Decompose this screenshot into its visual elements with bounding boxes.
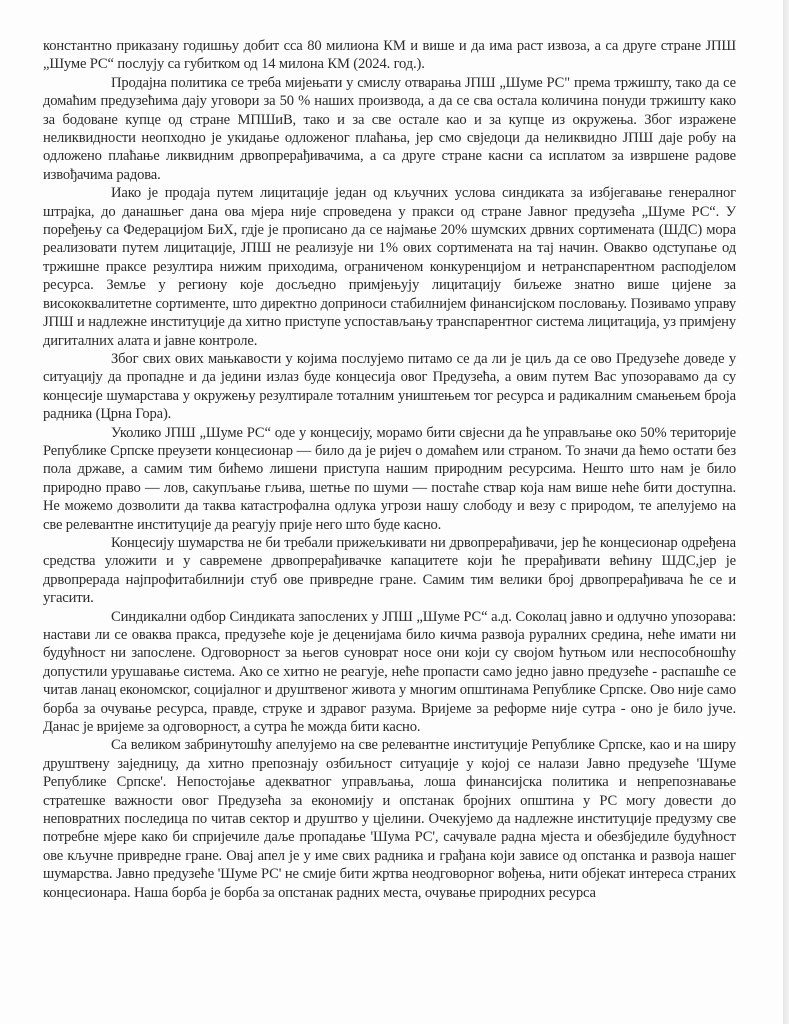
paragraph-wood-processors: Концесију шумарства не би требали прижељкивати ни дрвопрерађивачи, јер ће концесионар одређена средства уложити и у савремене дрвопрерађивачке капацитете који ће прерађивати већину ШДС,јер је дрвопрерада најпрофитабилнији стуб ове привредне гране. Самим тим велики број дрвопрерађивача ће се и угасити. (43, 534, 736, 607)
document-body (43, 37, 736, 902)
page-edge-shadow (783, 0, 789, 1024)
paragraph-concession-warning: Због свих ових мањкавости у којима послујемо питамо се да ли је циљ да се ово Предузеће доведе у ситуацију да пропадне и да једини излаз буде концесија овог Предузећа, а овим путем Вас упозоравамо да су концесије шумарстава у окружењу резултирале тоталним уништењем тог ресурса и радикалним смањењем броја радника (Црна Гора). (43, 350, 736, 423)
paragraph-continuation: константно приказану годишњу добит cca 80 милиона КМ и више и да има раст извоза, а са друге стране ЈПШ „Шуме РС“ послују са губитком од 14 милона КМ (2024. год.). (43, 38, 736, 73)
paragraph-auction: Иако је продаја путем лицитације један од кључних услова синдиката за избјегавање генералног штрајка, до данашњег дана ова мјера није спроведена у пракси од стране Јавног предузећа „Шуме РС“. У поређењу са Федерацијом БиХ, гдје је прописано да се најмање 20% шумских дрвних сортимената (ШДС) мора реализовати путем лицитације, ЈПШ не реализује ни 1% ових сортимената на тај начин. Овакво одступање од тржишне праксе резултира нижим приходима, ограниченом конкуренцијом и нетранспарентном расподјелом ресурса. Земље у региону које досљедно примјењују лицитацију биљеже знатно више цијене за висококвалитетне сортименте, што директно доприноси стабилнијем финансијском пословању. Позивамо управу ЈПШ и надлежне институције да хитно приступе успостављању транспарентног система лицитација, уз примјену дигиталних алата и јавне контроле. (43, 185, 736, 349)
paragraph-union-warning: Синдикални одбор Синдиката запослених у ЈПШ „Шуме РС“ а.д. Соколац јавно и одлучно упозорава: настави ли се оваква пракса, предузеће које је деценијама било кичма развоја руралних средина, неће имати ни будућност ни запослене. Одговорност за његов суноврат носе они који су својом ћутњом или неспособношћу допустили урушавање система. Ако се хитно не реагује, неће пропасти само једно јавно предузеће - распашће се читав ланац економског, социјалног и друштвеног живота у многим општинама Републике Српске. Ово није само борба за очување ресурса, правде, струке и здравог разума. Вријеме за реформе није сутра - оно је било јуче. Данас је вријеме за одговорност, а сутра ће можда бити касно. (43, 608, 736, 736)
paragraph-territory: Уколико ЈПШ „Шуме РС“ оде у концесију, морамо бити свјесни да ће управљање око 50% територије Републике Српске преузети концесионар — било да је ријеч о домаћем или страном. То значи да ћемо остати без пола државе, а самим тим бићемо лишени приступа нашим природним ресурсима. Нешто што нам је било природно право — лов, сакупљање гљива, шетње по шуми — постаће ствар која нам више неће бити доступна. Не можемо дозволити да таква катастрофална одлука угрози нашу слободу и везу с природом, те апелујемо на све релевантне институције да реагују прије него што буде касно. (43, 424, 736, 533)
paragraph-appeal: Са великом забринутошћу апелујемо на све релевантне институције Републике Српске, као и на ширу друштвену заједницу, да хитно препознају озбиљност ситуације у којој се налази Јавно предузеће 'Шуме Републике Српске'. Непостојање адекватног управљања, лоша финансијска политика и непрепознавање стратешке важности овог Предузећа за економију и опстанак бројних општина у РС могу довести до неповратних последица по читав сектор и друштво у цјелини. Очекујемо да надлежне институције предузму све потребне мјере како би спријечиле даље пропадање 'Шума РС', сачувале радна мјеста и обезбједиле будућност ове кључне привредне гране. Овај апел је у име свих радника и грађана који зависе од опстанка и развоја нашег шумарства. Јавно предузеће 'Шуме РС' не смије бити жртва неодговорног вођења, нити објекат интереса страних концесионара. Наша борба је борба за опстанак радних места, очување природних ресурса (43, 737, 736, 901)
paragraph-sales-policy: Продајна политика се треба мијењати у смислу отварања ЈПШ „Шуме РС" према тржишту, тако да се домаћим предузећима дају уговори за 50 % наших производа, а да се сва остала количина понуди тржишту како за бодоване купце од стране МПШиВ, тако и за све остале као и за купце из окружења. Због изражене неликвидности неопходно је укидање одложеног плаћања, јер смо свједоци да неликвидно ЈПШ даје робу на одложено плаћање ликвидним дрвопрерађивачима, а са друге стране касни са исплатом за извршене радове извођачима радова. (43, 74, 736, 183)
